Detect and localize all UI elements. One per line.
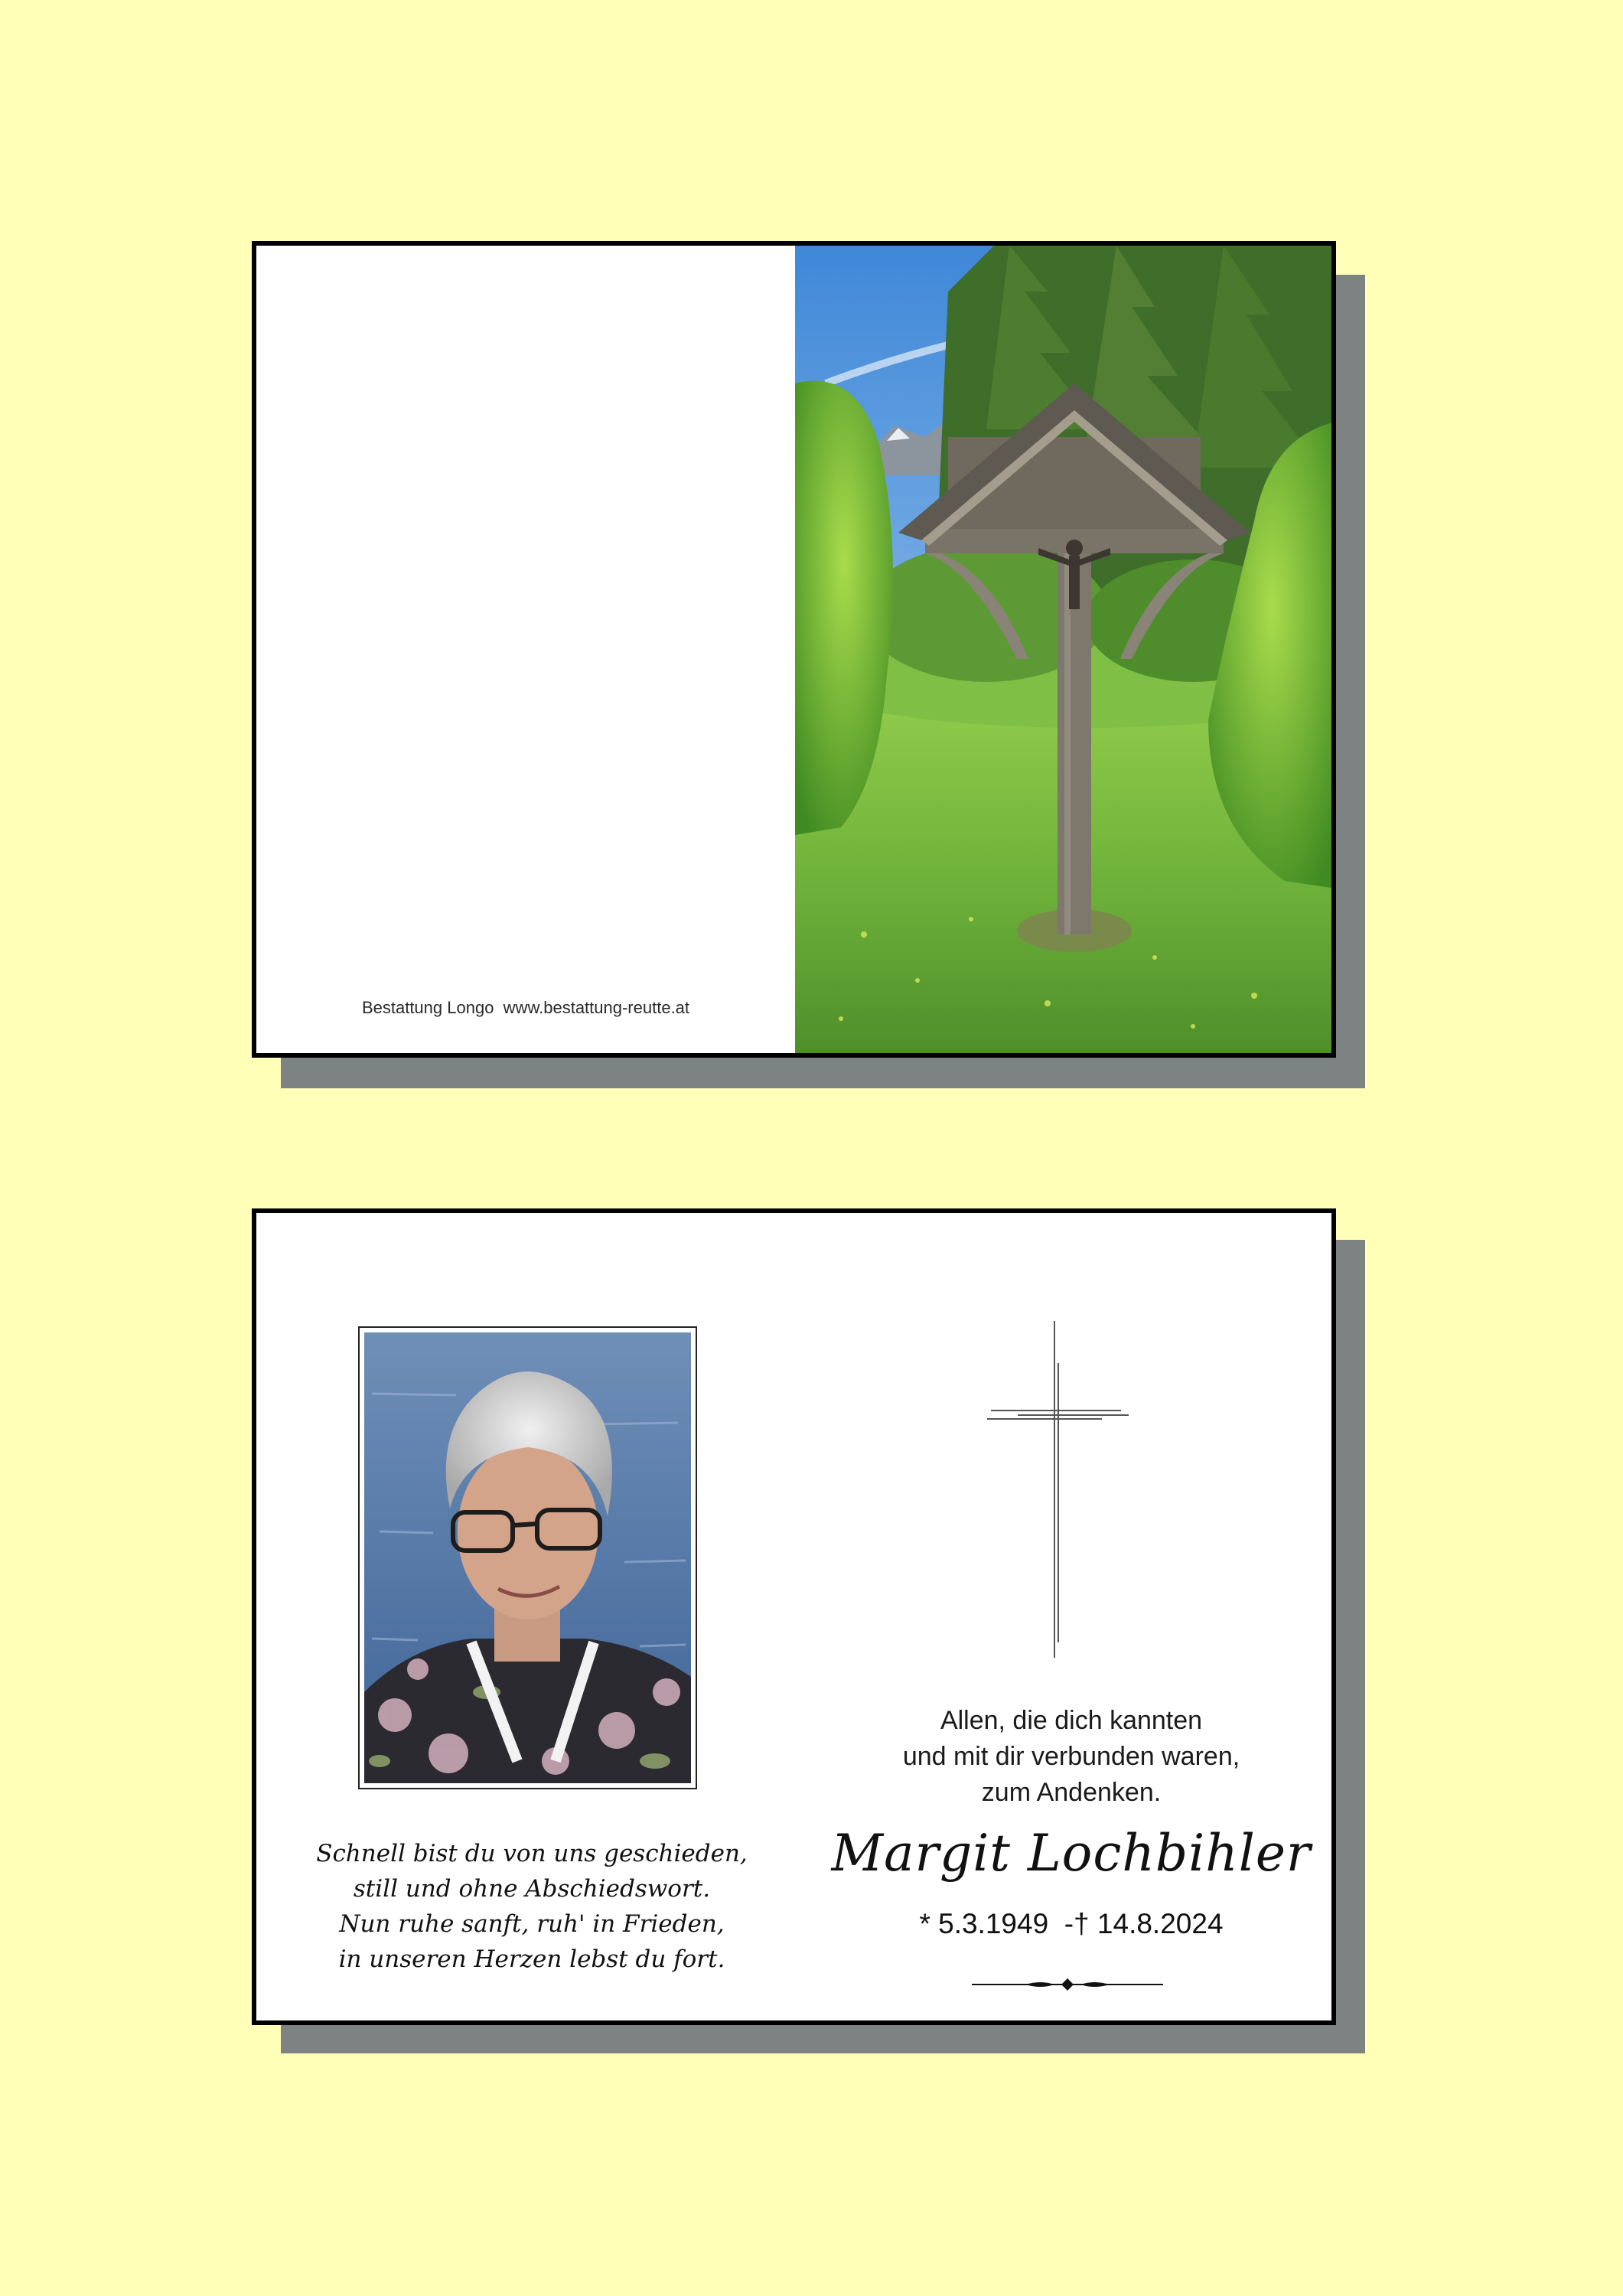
wayside-crucifix-photo [795, 246, 1336, 1053]
poem-line: in unseren Herzen lebst du fort. [338, 1945, 725, 1973]
publisher-name: Bestattung Longo [361, 998, 494, 1017]
cross-icon [987, 1321, 1133, 1658]
poem-line: Schnell bist du von uns geschieden, [316, 1840, 748, 1867]
front-card [252, 241, 1336, 1058]
life-dates [823, 1908, 1320, 1940]
dedication [823, 1703, 1320, 1811]
poem [287, 1836, 777, 1977]
inside-card [252, 1208, 1336, 2025]
dedication-line: Allen, die dich kannten [940, 1706, 1203, 1735]
poem-line: still und ohne Abschiedswort. [353, 1875, 711, 1903]
death-symbol: -† [1064, 1908, 1090, 1939]
wayside-crucifix-image [795, 246, 1336, 1053]
death-date: 14.8.2024 [1097, 1908, 1224, 1939]
divider-ornament-icon [972, 1977, 1163, 1992]
birth-symbol: * [919, 1908, 930, 1939]
dedication-line: zum Andenken. [981, 1778, 1162, 1807]
birth-date: 5.3.1949 [938, 1908, 1049, 1939]
publisher-website: www.bestattung-reutte.at [503, 998, 690, 1017]
portrait-frame [358, 1326, 697, 1789]
portrait-photo [364, 1332, 691, 1783]
dedication-line: und mit dir verbunden waren, [902, 1742, 1240, 1771]
publisher-line [256, 998, 795, 1018]
front-card-blank-panel [256, 246, 795, 1053]
deceased-name: Margit Lochbihler [831, 1824, 1312, 1883]
poem-line: Nun ruhe sanft, ruh' in Frieden, [339, 1910, 725, 1938]
